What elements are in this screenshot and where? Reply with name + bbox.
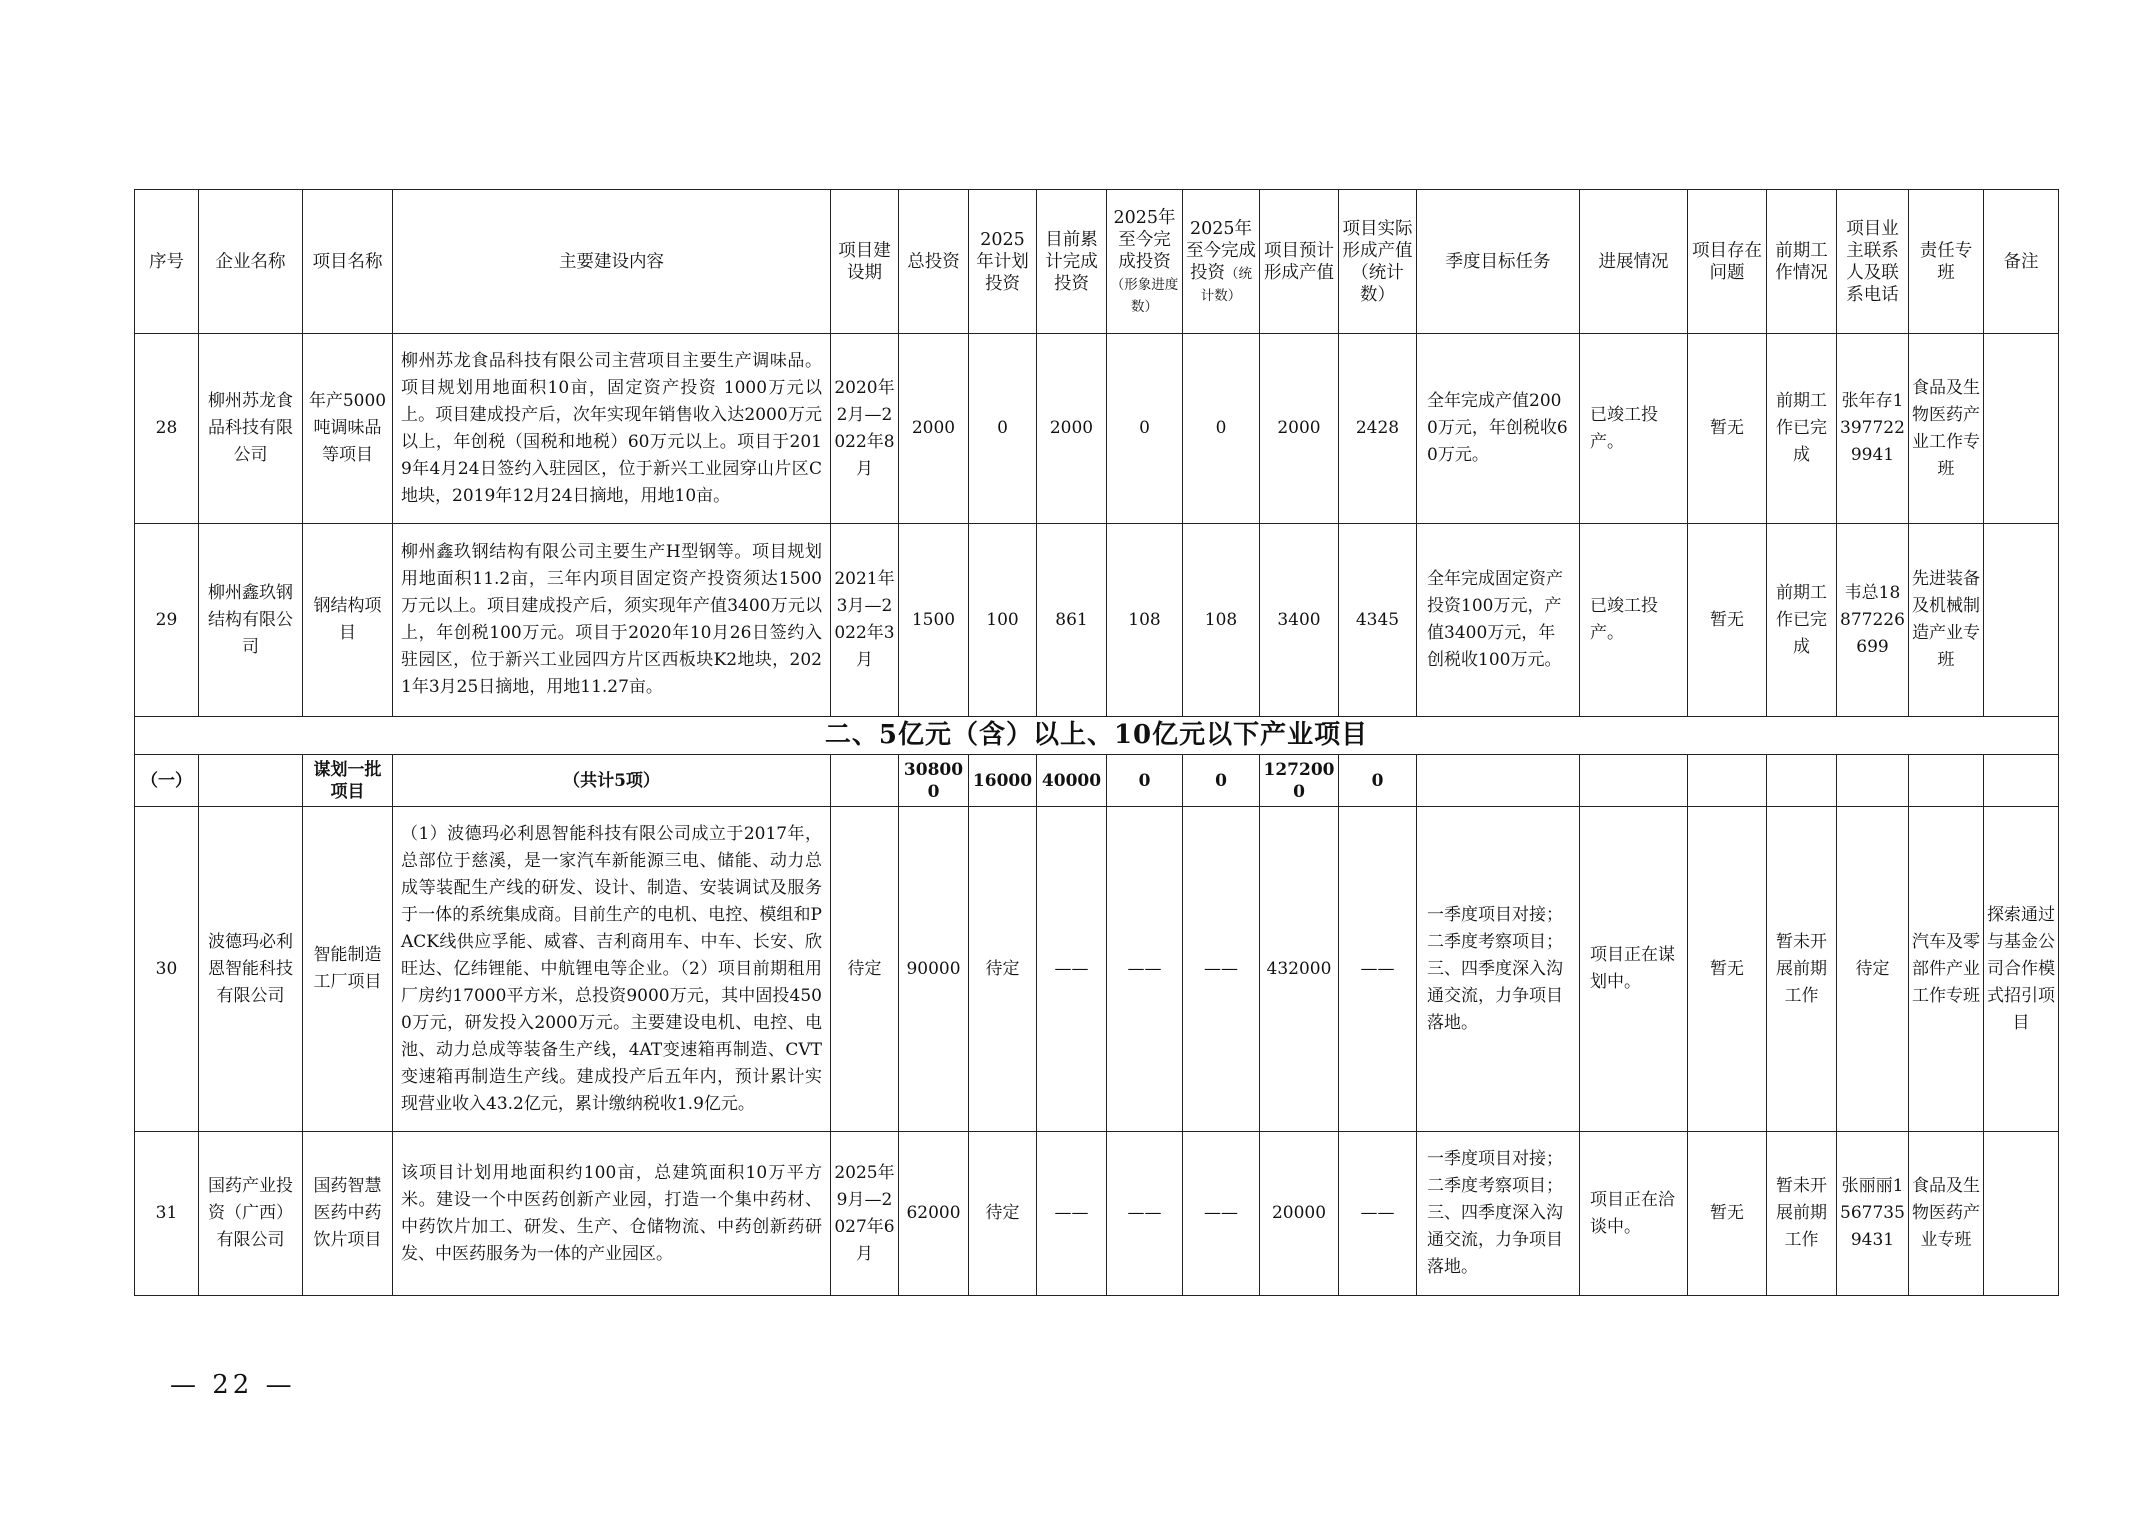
cell-remark — [1984, 524, 2059, 717]
cell-content: 柳州鑫玖钢结构有限公司主要生产H型钢等。项目规划用地面积11.2亩，三年内项目固定资产投资须达1500万元以上。项目建成投产后，须实现年产值3400万元以上，年创税100万元。项目于2020年10月26日签约入驻园区，位于新兴工业园四方片区西板块K2地块，2021年3月25日摘地，用地11.27亩。 — [393, 524, 831, 717]
header-cell: 前期工作情况 — [1767, 190, 1837, 334]
cell-done-stat: 108 — [1183, 524, 1260, 717]
project-table — [134, 189, 2059, 1296]
page-number: — 22 — — [170, 1370, 296, 1400]
cell-prework: 前期工作已完成 — [1767, 524, 1837, 717]
cell-remark: 探索通过与基金公司合作模式招引项目 — [1984, 807, 2059, 1132]
cell-actual-output: —— — [1339, 1132, 1417, 1296]
header-cell — [1107, 190, 1183, 334]
cell-plan2025: 0 — [969, 334, 1037, 524]
cell-cumulative: 861 — [1037, 524, 1107, 717]
cell-expected-output: 2000 — [1260, 334, 1339, 524]
cell-quarter-task: 全年完成固定资产投资100万元，产值3400万元，年创税收100万元。 — [1417, 524, 1580, 717]
subtotal-actual-output: 0 — [1339, 755, 1417, 807]
header-text: 2025年至今完成投资 — [1113, 207, 1176, 272]
header-cell: 目前累计完成投资 — [1037, 190, 1107, 334]
cell-cumulative: —— — [1037, 1132, 1107, 1296]
header-cell: 主要建设内容 — [393, 190, 831, 334]
subtotal-empty — [1909, 755, 1984, 807]
cell-quarter-task: 一季度项目对接；二季度考察项目；三、四季度深入沟通交流，力争项目落地。 — [1417, 807, 1580, 1132]
header-cell: 项目名称 — [303, 190, 393, 334]
cell-contact: 韦总18877226699 — [1837, 524, 1909, 717]
cell-progress: 项目正在谋划中。 — [1580, 807, 1688, 1132]
cell-company: 国药产业投资（广西）有限公司 — [199, 1132, 303, 1296]
cell-progress: 已竣工投产。 — [1580, 524, 1688, 717]
table-row — [135, 1132, 2059, 1296]
header-cell — [1183, 190, 1260, 334]
cell-project: 年产5000吨调味品等项目 — [303, 334, 393, 524]
section-row — [135, 717, 2059, 755]
cell-project: 国药智慧医药中药饮片项目 — [303, 1132, 393, 1296]
header-cell — [1339, 190, 1417, 334]
subtotal-total: 308000 — [899, 755, 969, 807]
cell-problem: 暂无 — [1688, 807, 1767, 1132]
cell-progress: 已竣工投产。 — [1580, 334, 1688, 524]
cell-no: 28 — [135, 334, 199, 524]
header-cell: 项目预计形成产值 — [1260, 190, 1339, 334]
header-text: 项目实际形成产值 — [1342, 218, 1413, 261]
subtotal-no: （一） — [135, 755, 199, 807]
cell-team: 先进装备及机械制造产业专班 — [1909, 524, 1984, 717]
subtotal-empty — [1580, 755, 1688, 807]
header-row — [135, 190, 2059, 334]
header-note: （统计数） — [1200, 265, 1252, 304]
table-row — [135, 524, 2059, 717]
cell-quarter-task: 一季度项目对接；二季度考察项目；三、四季度深入沟通交流，力争项目落地。 — [1417, 1132, 1580, 1296]
cell-actual-output: 4345 — [1339, 524, 1417, 717]
cell-done-stat: 0 — [1183, 334, 1260, 524]
cell-cumulative: —— — [1037, 807, 1107, 1132]
cell-no: 30 — [135, 807, 199, 1132]
cell-expected-output: 432000 — [1260, 807, 1339, 1132]
cell-team: 汽车及零部件产业工作专班 — [1909, 807, 1984, 1132]
table-row — [135, 807, 2059, 1132]
header-cell: 责任专班 — [1909, 190, 1984, 334]
subtotal-empty — [199, 755, 303, 807]
cell-company: 柳州鑫玖钢结构有限公司 — [199, 524, 303, 717]
cell-plan2025: 待定 — [969, 1132, 1037, 1296]
header-cell: 进展情况 — [1580, 190, 1688, 334]
cell-quarter-task: 全年完成产值2000万元，年创税收60万元。 — [1417, 334, 1580, 524]
cell-team: 食品及生物医药产业工作专班 — [1909, 334, 1984, 524]
cell-total: 62000 — [899, 1132, 969, 1296]
cell-content: 该项目计划用地面积约100亩，总建筑面积10万平方米。建设一个中医药创新产业园，打造一个集中药材、中药饮片加工、研发、生产、仓储物流、中药创新药研发、中医药服务为一体的产业园区。 — [393, 1132, 831, 1296]
section-title: 二、5亿元（含）以上、10亿元以下产业项目 — [135, 717, 2059, 755]
cell-remark — [1984, 1132, 2059, 1296]
cell-problem: 暂无 — [1688, 524, 1767, 717]
cell-period: 2021年3月—2022年3月 — [831, 524, 899, 717]
cell-total: 90000 — [899, 807, 969, 1132]
cell-content: （1）波德玛必利恩智能科技有限公司成立于2017年，总部位于慈溪，是一家汽车新能源三电、储能、动力总成等装配生产线的研发、设计、制造、安装调试及服务于一体的系统集成商。目前生产的电机、电控、模组和PACK线供应孚能、威睿、吉利商用车、中车、长安、欣旺达、亿纬锂能、中航锂电等企业。（2）项目前期租用厂房约17000平方米，总投资9000万元，其中固投4500万元，研发投入2000万元。主要建设电机、电控、电池、动力总成等装备生产线，4AT变速箱再制造、CVT变速箱再制造生产线。建成投产后五年内，预计累计实现营业收入43.2亿元，累计缴纳税收1.9亿元。 — [393, 807, 831, 1132]
cell-actual-output: —— — [1339, 807, 1417, 1132]
cell-prework: 前期工作已完成 — [1767, 334, 1837, 524]
cell-done-stat: —— — [1183, 1132, 1260, 1296]
subtotal-label: 谋划一批项目 — [303, 755, 393, 807]
subtotal-done-image: 0 — [1107, 755, 1183, 807]
subtotal-empty — [1417, 755, 1580, 807]
cell-project: 钢结构项目 — [303, 524, 393, 717]
cell-problem: 暂无 — [1688, 334, 1767, 524]
cell-prework: 暂未开展前期工作 — [1767, 807, 1837, 1132]
header-cell: 备注 — [1984, 190, 2059, 334]
cell-expected-output: 3400 — [1260, 524, 1339, 717]
subtotal-plan2025: 16000 — [969, 755, 1037, 807]
header-cell: 企业名称 — [199, 190, 303, 334]
header-note: （形象进度数） — [1110, 276, 1179, 315]
cell-total: 1500 — [899, 524, 969, 717]
cell-period: 待定 — [831, 807, 899, 1132]
cell-plan2025: 待定 — [969, 807, 1037, 1132]
cell-expected-output: 20000 — [1260, 1132, 1339, 1296]
cell-project: 智能制造工厂项目 — [303, 807, 393, 1132]
subtotal-row — [135, 755, 2059, 807]
cell-actual-output: 2428 — [1339, 334, 1417, 524]
cell-done-stat: —— — [1183, 807, 1260, 1132]
header-cell: 项目业主联系人及联系电话 — [1837, 190, 1909, 334]
header-cell: 季度目标任务 — [1417, 190, 1580, 334]
cell-remark — [1984, 334, 2059, 524]
header-cell: 项目存在问题 — [1688, 190, 1767, 334]
header-cell: 序号 — [135, 190, 199, 334]
subtotal-empty — [1984, 755, 2059, 807]
cell-company: 柳州苏龙食品科技有限公司 — [199, 334, 303, 524]
subtotal-empty — [831, 755, 899, 807]
cell-period: 2025年9月—2027年6月 — [831, 1132, 899, 1296]
cell-contact: 待定 — [1837, 807, 1909, 1132]
cell-no: 31 — [135, 1132, 199, 1296]
subtotal-empty — [1688, 755, 1767, 807]
table-row — [135, 334, 2059, 524]
header-cell: 项目建设期 — [831, 190, 899, 334]
subtotal-count: （共计5项） — [393, 755, 831, 807]
header-text: 2025年至今完成投资 — [1186, 218, 1256, 283]
cell-no: 29 — [135, 524, 199, 717]
cell-problem: 暂无 — [1688, 1132, 1767, 1296]
cell-done-image: —— — [1107, 1132, 1183, 1296]
subtotal-done-stat: 0 — [1183, 755, 1260, 807]
subtotal-expected-output: 1272000 — [1260, 755, 1339, 807]
cell-total: 2000 — [899, 334, 969, 524]
cell-plan2025: 100 — [969, 524, 1037, 717]
header-cell: 2025年计划投资 — [969, 190, 1037, 334]
header-cell: 总投资 — [899, 190, 969, 334]
cell-content: 柳州苏龙食品科技有限公司主营项目主要生产调味品。项目规划用地面积10亩，固定资产投资 1000万元以上。项目建成投产后，次年实现年销售收入达2000万元以上，年创税（国税和地税）60万元以上。项目于2019年4月24日签约入驻园区，位于新兴工业园穿山片区C地块，2019年12月24日摘地，用地10亩。 — [393, 334, 831, 524]
cell-contact: 张丽丽15677359431 — [1837, 1132, 1909, 1296]
cell-company: 波德玛必利恩智能科技有限公司 — [199, 807, 303, 1132]
cell-period: 2020年2月—2022年8月 — [831, 334, 899, 524]
cell-done-image: —— — [1107, 807, 1183, 1132]
header-note: （统计数） — [1351, 262, 1404, 305]
cell-done-image: 108 — [1107, 524, 1183, 717]
cell-done-image: 0 — [1107, 334, 1183, 524]
cell-prework: 暂未开展前期工作 — [1767, 1132, 1837, 1296]
cell-contact: 张年存13977229941 — [1837, 334, 1909, 524]
subtotal-empty — [1767, 755, 1837, 807]
subtotal-cumulative: 40000 — [1037, 755, 1107, 807]
cell-team: 食品及生物医药产业专班 — [1909, 1132, 1984, 1296]
cell-cumulative: 2000 — [1037, 334, 1107, 524]
cell-progress: 项目正在洽谈中。 — [1580, 1132, 1688, 1296]
subtotal-empty — [1837, 755, 1909, 807]
